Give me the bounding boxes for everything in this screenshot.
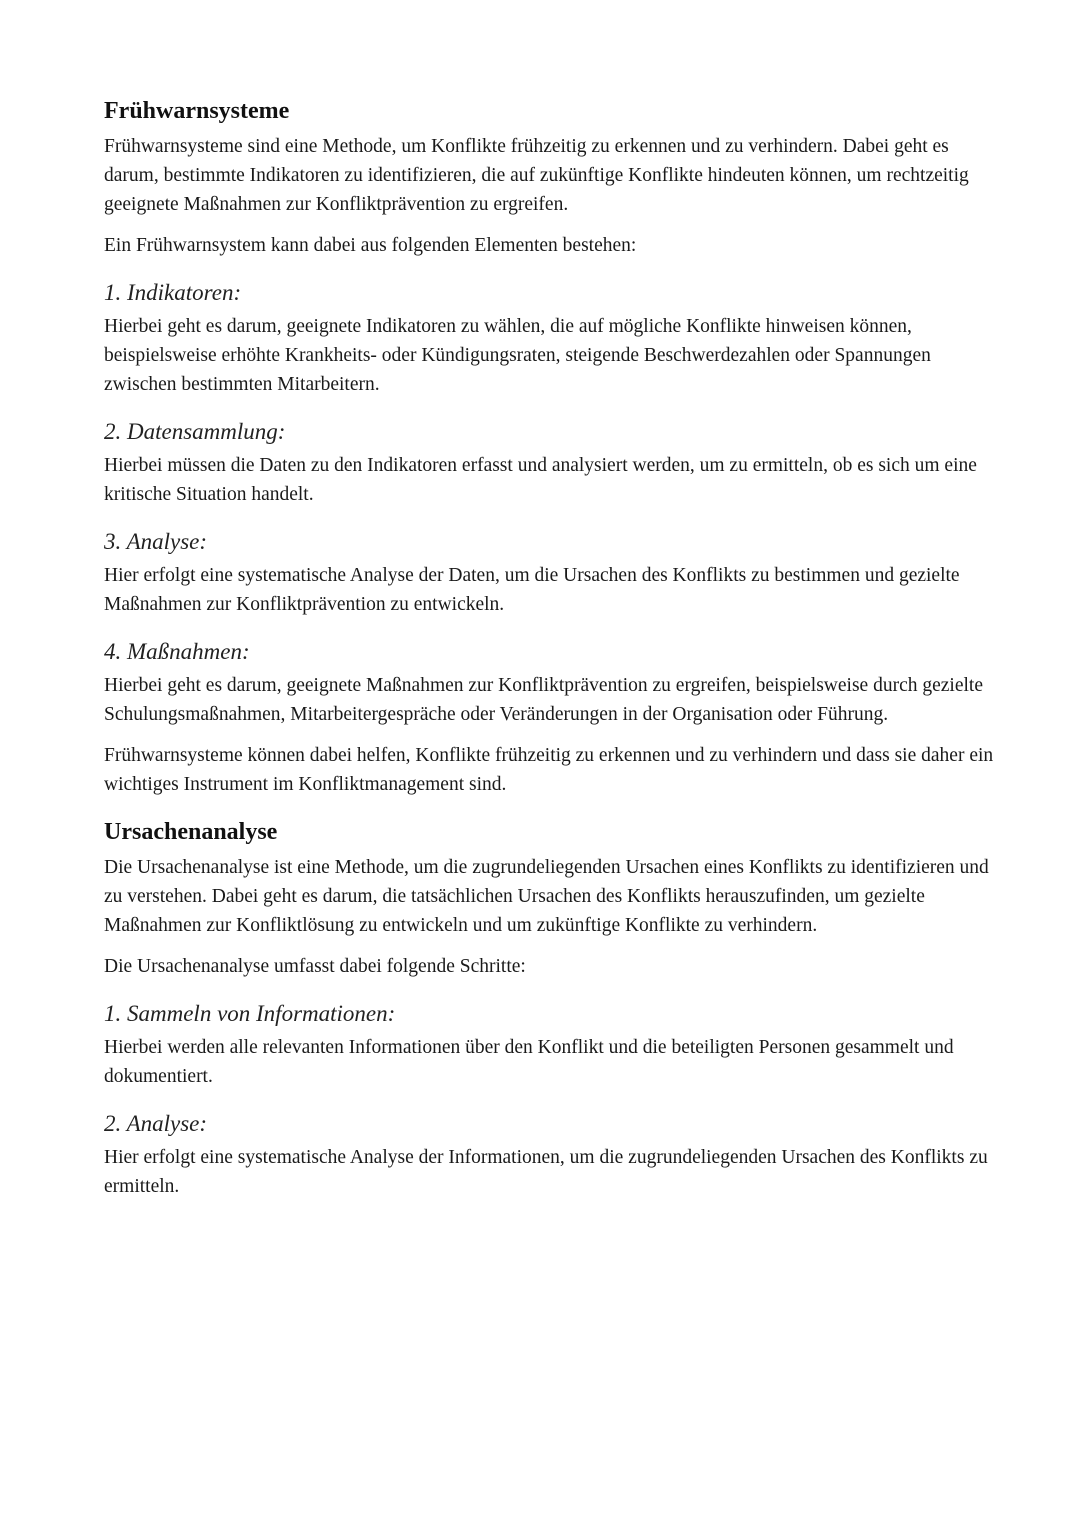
step-text: Hier erfolgt eine systematische Analyse der Informationen, um die zugrundeliegenden Ursachen des Konflikts zu ermitteln. bbox=[104, 1147, 988, 1197]
step-text: Hierbei werden alle relevanten Informationen über den Konflikt und die beteiligten Personen gesammelt und dokumentiert. bbox=[104, 1037, 954, 1087]
step-text: Hierbei geht es darum, geeignete Maßnahmen zur Konfliktprävention zu ergreifen, beispielsweise durch gezielte Schulungsmaßnahmen, Mitarbeitergespräche oder Veränderungen in der Organisation oder Führung. bbox=[104, 675, 983, 725]
step-heading: 2. Analyse: bbox=[104, 1111, 208, 1136]
step-heading: 4. Maßnahmen: bbox=[104, 639, 250, 664]
step-text: Hierbei müssen die Daten zu den Indikatoren erfasst und analysiert werden, um zu ermitteln, ob es sich um eine kritische Situation handelt. bbox=[104, 455, 977, 505]
section-intro: Die Ursachenanalyse ist eine Methode, um die zugrundeliegenden Ursachen eines Konflikts zu identifizieren und zu verstehen. Dabei geht es darum, die tatsächlichen Ursachen des Konflikts herauszufinden, um gezielte Maßnahmen zur Konfliktlösung zu entwickeln und um zukünftige Konflikte zu verhindern. bbox=[104, 857, 989, 936]
step-heading: 2. Datensammlung: bbox=[104, 419, 286, 444]
step-text: Hier erfolgt eine systematische Analyse der Daten, um die Ursachen des Konflikts zu bestimmen und gezielte Maßnahmen zur Konfliktprävention zu entwickeln. bbox=[104, 565, 960, 615]
document-page bbox=[104, 96, 994, 1213]
section-lead: Die Ursachenanalyse umfasst dabei folgende Schritte: bbox=[104, 956, 526, 977]
section-lead: Ein Frühwarnsystem kann dabei aus folgenden Elementen bestehen: bbox=[104, 235, 637, 256]
section-intro: Frühwarnsysteme sind eine Methode, um Konflikte frühzeitig zu erkennen und zu verhindern. Dabei geht es darum, bestimmte Indikatoren zu identifizieren, die auf zukünftige Konflikte hindeuten können, um rechtzeitig geeignete Maßnahmen zur Konfliktprävention zu ergreifen. bbox=[104, 136, 969, 215]
section-title: Ursachenanalyse bbox=[104, 819, 278, 845]
section-title: Frühwarnsysteme bbox=[104, 98, 290, 124]
step-text: Hierbei geht es darum, geeignete Indikatoren zu wählen, die auf mögliche Konflikte hinweisen können, beispielsweise erhöhte Krankheits- oder Kündigungsraten, steigende Beschwerdezahlen oder Spannungen zwischen bestimmten Mitarbeitern. bbox=[104, 316, 931, 395]
section-fruehwarnsysteme bbox=[104, 96, 994, 799]
step-heading: 3. Analyse: bbox=[104, 529, 208, 554]
section-ursachenanalyse bbox=[104, 817, 994, 1201]
step-heading: 1. Sammeln von Informationen: bbox=[104, 1001, 396, 1026]
step-heading: 1. Indikatoren: bbox=[104, 280, 242, 305]
section-conclusion: Frühwarnsysteme können dabei helfen, Konflikte frühzeitig zu erkennen und zu verhindern und dass sie daher ein wichtiges Instrument im Konfliktmanagement sind. bbox=[104, 745, 994, 795]
